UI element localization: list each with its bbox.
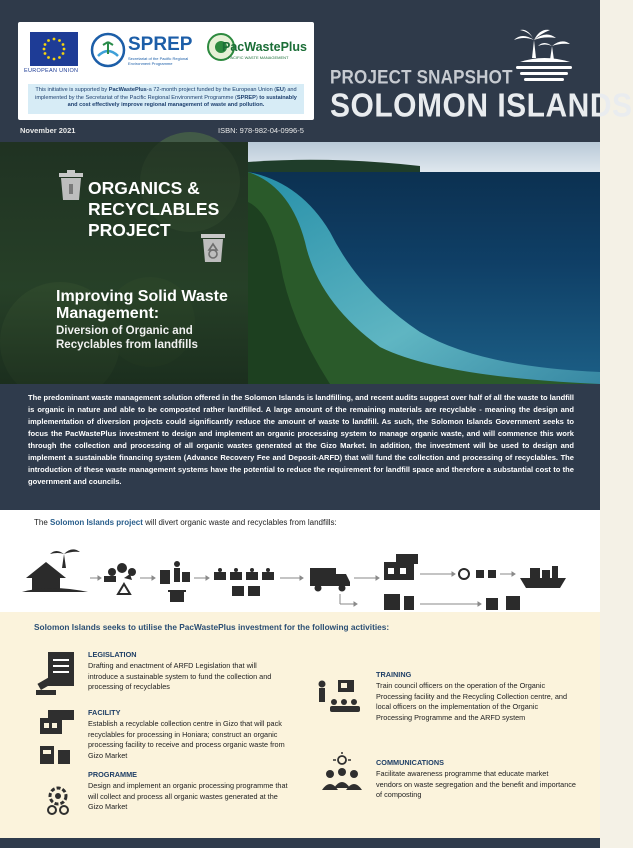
recycle-output-icon (459, 569, 496, 579)
cargo-ship-icon (520, 566, 566, 588)
legislation-title: LEGISLATION (88, 650, 137, 659)
activity-programme (88, 770, 288, 813)
legislation-text: Drafting and enactment of ARFD Legislation that will introduce a sustainable system to fund the collection and processing of recyclables (88, 661, 272, 692)
facility-icon (38, 708, 78, 772)
programme-text: Design and implement an organic processing programme that will collect and process all organic wastes generated at the Gizo Market (88, 781, 288, 812)
intro-section (0, 384, 600, 510)
island-icon (22, 549, 88, 592)
activities-section (0, 612, 600, 838)
hero-banner (0, 142, 600, 384)
communications-people-icon (320, 754, 364, 794)
support-statement: This initiative is supported by PacWastePlus-a 72-month project funded by the European Union (EU) and implemented by the Secretariat of the Pacific Regional Environment Programme (SPREP) to sustainably and cost effectively improve regional management of waste and pollution. (28, 84, 304, 114)
recycle-icon (118, 584, 130, 594)
bin-icon (168, 590, 186, 602)
organic-facility-icon (384, 594, 414, 610)
process-flow-section (0, 510, 600, 612)
trash-bin-icon (58, 170, 84, 200)
communications-title: COMMUNICATIONS (376, 758, 444, 767)
process-flow-diagram (0, 532, 600, 612)
hero-subtitle-2: Diversion of Organic and Recyclables from landfills (56, 325, 198, 351)
communications-text: Facilitate awareness programme that educate market vendors on waste segregation and the benefit and importance of composting (376, 769, 576, 800)
activity-training (376, 670, 576, 723)
eu-flag-logo (30, 32, 78, 66)
isbn: ISBN: 978-982-04-0996-5 (218, 126, 304, 135)
country-title: SOLOMON ISLANDS (330, 88, 633, 125)
project-snapshot-label: PROJECT SNAPSHOT (330, 66, 513, 88)
market-people-icon (160, 561, 190, 584)
hero-subtitle: Improving Solid Waste Management: (56, 288, 228, 322)
eu-label: EUROPEAN UNION (24, 68, 79, 74)
pacwasteplus-name: PacWastePlus (222, 40, 307, 54)
sprep-subtitle: Secretariat of the Pacific Regional Environment Programme (128, 56, 189, 66)
partner-logos-card (18, 22, 314, 120)
activity-facility (88, 708, 288, 761)
footer-bar (0, 838, 600, 848)
activities-heading: Solomon Islands seeks to utilise the PacWastePlus investment for the following activities: (34, 622, 390, 632)
programme-gears-icon (44, 784, 72, 816)
recycle-bin-icon (200, 232, 226, 264)
activity-legislation (88, 650, 288, 693)
training-presentation-icon (316, 678, 364, 714)
programme-title: PROGRAMME (88, 770, 138, 779)
activity-communications (376, 758, 576, 801)
training-text: Train council officers on the operation of the Organic Processing facility and the Recycling Collection centre, and local officers on the implementation of the Organic Processing Programme and the ARFD system (376, 681, 568, 722)
palm-island-icon (510, 28, 578, 86)
intro-paragraph: The predominant waste management solution offered in the Solomon Islands is landfilling, and recent audits suggest over half of all the waste to landfill is organic in nature and able to be composted rather landfilled. A large amount of the remaining materials are recyclable - meaning the design and implementation of diversion projects could significantly reduce the amount of waste to landfill. As such, the Solomon Islands Government seeks to focus the PacWastePlus investment to design and implement an organic processing system to manage organic waste, and will commence this work through the collection and processing of all organic wastes generated at the Gizo Market. In addition, the investment will be used to design and implement a sustainable financing system (Advance Recovery Fee and Deposit-ARFD) that will fund the collection and processing of recyclables. The introduction of these waste management systems have the potential to reduce the requirement for landfill space and therefore a substantial cost to the government and councils. (28, 393, 574, 487)
facility-title: FACILITY (88, 708, 121, 717)
process-caption: The Solomon Islands project will divert organic waste and recyclables from landfills: (34, 518, 337, 527)
collection-truck-icon (310, 568, 350, 592)
publication-date: November 2021 (20, 126, 76, 135)
pacwasteplus-subtitle: PACIFIC WASTE MANAGEMENT (228, 55, 289, 60)
produce-crates-icon (214, 568, 274, 596)
training-title: TRAINING (376, 670, 412, 679)
compost-output-icon (486, 596, 520, 610)
waste-pile-icon (104, 563, 136, 582)
facility-text: Establish a recyclable collection centre in Gizo that will pack recyclables for processing in Honiara; construct an organic processing facility to receive and process organic waste from Gizo Market (88, 719, 285, 760)
sprep-logo-icon (90, 32, 126, 68)
recycling-facility-icon (384, 554, 418, 580)
sprep-name: SPREP (128, 34, 193, 55)
project-title: ORGANICS & RECYCLABLES PROJECT (88, 178, 220, 240)
legislation-gavel-icon (34, 650, 78, 698)
header (0, 0, 633, 142)
